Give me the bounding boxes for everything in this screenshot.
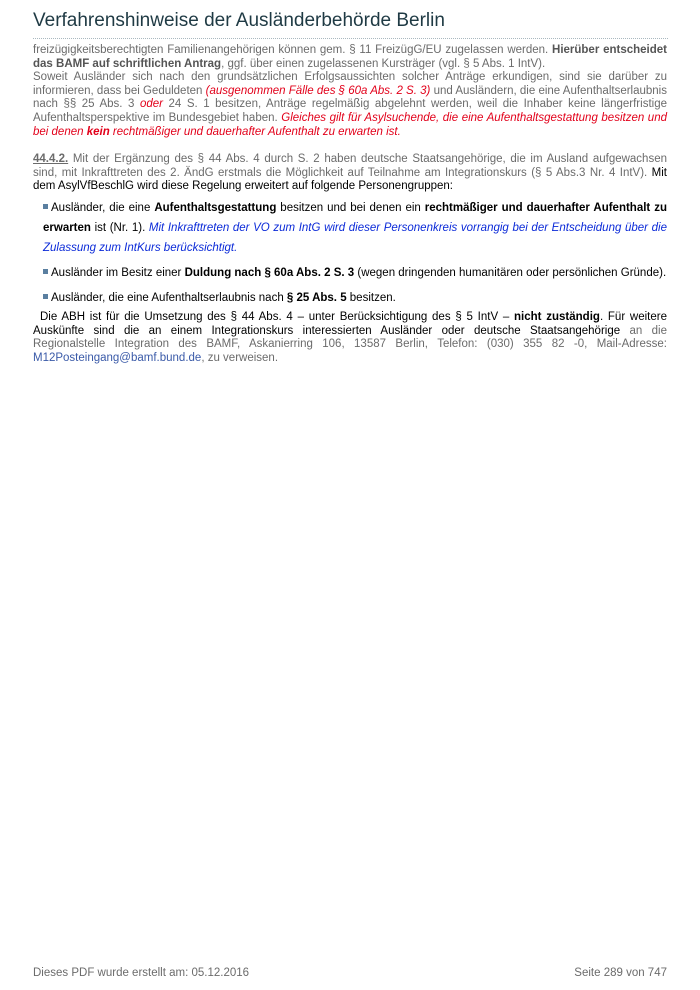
text: 24 S. 1 besitzen, Anträge regelmäßig abgelehnt werden, weil die Inhaber keine längerfristige Aufenthaltsperspektive im Bundesgebiet haben.	[33, 98, 667, 124]
text: freizügigkeitsberechtigten Familienangehörigen können gem. § 11 FreizügG/EU zugelassen werden.	[33, 44, 553, 56]
text: an die Regionalstelle Integration des BAMF, Askanierring 106, 13587 Berlin, Telefon: (030) 355 82 -0, Mail-Adresse:	[33, 324, 667, 351]
text: besitzen.	[346, 291, 396, 304]
person-group-list	[33, 198, 667, 308]
text: Soweit Ausländer sich nach den grundsätzlichen Erfolgsaussichten solcher Anträge erkundigen, sind sie darüber zu informieren, dass bei Geduldeten	[33, 71, 667, 97]
bold-text: Duldung nach § 60a Abs. 2 S. 3	[184, 266, 355, 279]
text: , zu verweisen.	[201, 351, 279, 364]
footer-page-number: Seite 289 von 747	[574, 967, 667, 979]
bold-text: rechtmäßiger und dauerhafter Aufenthalt zu erwarten	[43, 201, 667, 234]
list-item	[43, 263, 667, 283]
text: Die ABH ist für die Umsetzung des § 44 Abs. 4 – unter Berücksichtigung des § 5 IntV –	[40, 310, 515, 323]
amendment-bold-text: kein	[86, 125, 110, 138]
text: besitzen und bei denen ein	[276, 201, 425, 214]
amendment-text: rechtmäßiger und dauerhafter Aufenthalt zu erwarten ist.	[109, 125, 401, 138]
paragraph-erfolgsaussichten	[33, 71, 667, 139]
amendment-text: oder	[139, 98, 163, 111]
bold-text: nicht zuständig	[514, 310, 600, 323]
document-body	[33, 44, 667, 365]
text: (wegen dringenden humanitären oder persönlichen Gründe).	[354, 266, 667, 279]
footer-created-date: Dieses PDF wurde erstellt am: 05.12.2016	[33, 967, 250, 979]
text: ist (Nr. 1).	[90, 221, 149, 234]
amendment-text: (ausgenommen Fälle des § 60a Abs. 2 S. 3)	[205, 84, 431, 97]
text: Mit dem AsylVfBeschlG wird diese Regelung erweitert auf folgende Personengruppen:	[33, 166, 667, 193]
page-title: Verfahrenshinweise der Ausländerbehörde Berlin	[33, 10, 445, 31]
text: Ausländer, die eine Aufenthaltserlaubnis nach	[51, 291, 287, 304]
text: . Für weitere Auskünfte sind die an einem Integrationskurs interessierten Ausländer oder deutsche Staatsangehörige	[33, 310, 667, 337]
text: , ggf. über einen zugelassenen Kursträger (vgl. § 5 Abs. 1 IntV).	[221, 57, 546, 70]
section-number: 44.4.2.	[33, 153, 69, 166]
paragraph-zustaendigkeit	[33, 311, 667, 365]
bullet-icon	[43, 294, 48, 299]
amendment-text: Mit Inkrafttreten der VO zum IntG wird dieser Personenkreis vorrangig bei der Entscheidung über die Zulassung zum IntKurs berücksichtigt.	[43, 221, 667, 254]
section-44-4-2	[33, 153, 667, 194]
bold-text: § 25 Abs. 5	[286, 291, 347, 304]
bold-text: Aufenthaltsgestattung	[154, 201, 277, 214]
paragraph-freizuegigkeit	[33, 44, 667, 71]
bullet-icon	[43, 269, 48, 274]
text: Mit der Ergänzung des § 44 Abs. 4 durch S. 2 haben deutsche Staatsangehörige, die im Ausland aufgewachsen sind, mit Inkrafttreten des 2. ÄndG erstmals die Möglichkeit auf Teilnahme am Integrationskurs (§ 5 Abs.3 Nr. 4 IntV).	[33, 153, 667, 179]
amendment-text: Gleiches gilt für Asylsuchende, die eine Aufenthaltsgestattung besitzen und bei denen	[33, 111, 667, 138]
header-divider	[33, 38, 668, 39]
text: Ausländer im Besitz einer	[51, 266, 185, 279]
text: und Ausländern, die eine Aufenthaltserlaubnis nach §§ 25 Abs. 3	[33, 84, 667, 111]
email-link[interactable]: M12Posteingang@bamf.bund.de	[33, 351, 202, 364]
bullet-icon	[43, 204, 48, 209]
bold-text: Hierüber entscheidet das BAMF auf schriftlichen Antrag	[33, 44, 667, 70]
list-item	[43, 288, 667, 308]
list-item	[43, 198, 667, 258]
text: Ausländer, die eine	[51, 201, 155, 214]
